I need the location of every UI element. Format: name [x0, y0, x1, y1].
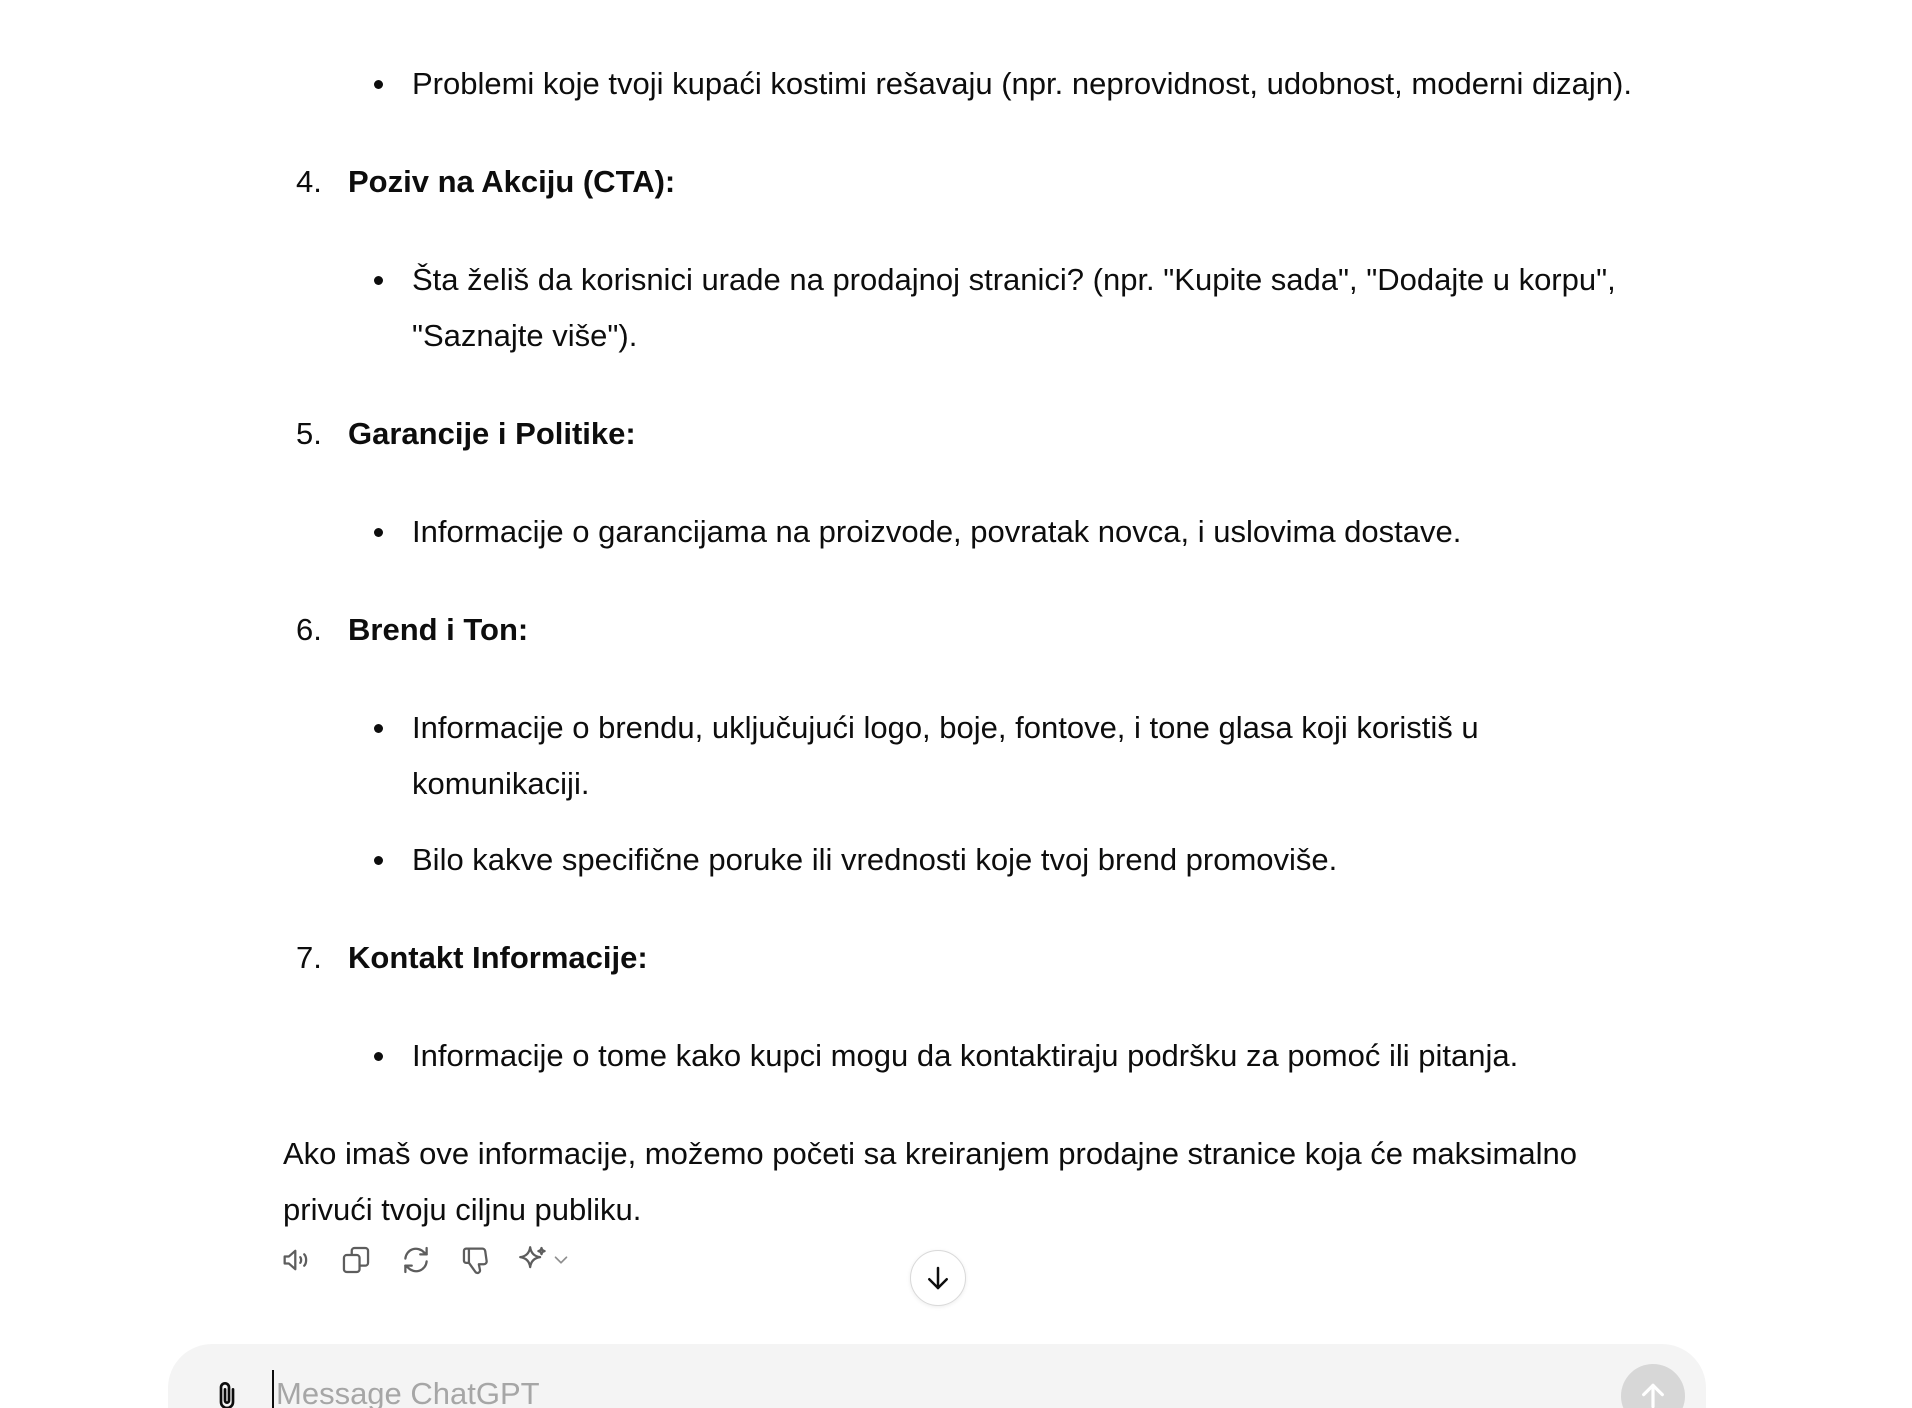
regenerate-button[interactable] [396, 1240, 436, 1280]
thumbs-down-button[interactable] [456, 1240, 496, 1280]
thumbs-down-icon [459, 1243, 493, 1277]
section-heading [296, 602, 528, 658]
sparkle-icon [516, 1243, 550, 1277]
list-item: Bilo kakve specifične poruke ili vrednosti koje tvoj brend promoviše. [412, 832, 1712, 888]
section-number: 5. [296, 416, 322, 451]
read-aloud-button[interactable] [276, 1240, 316, 1280]
list-item: Problemi koje tvoji kupaći kostimi rešavaju (npr. neprovidnost, udobnost, moderni dizajn). [412, 56, 1712, 112]
list-item: Informacije o tome kako kupci mogu da kontaktiraju podršku za pomoć ili pitanja. [412, 1028, 1712, 1084]
arrow-down-icon [923, 1263, 953, 1293]
model-switcher-button[interactable] [516, 1240, 580, 1280]
section-title: Brend i Ton: [348, 612, 529, 647]
section-heading [296, 406, 636, 462]
section-heading [296, 154, 675, 210]
section-heading [296, 930, 648, 986]
section-title: Garancije i Politike: [348, 416, 636, 451]
regenerate-icon [399, 1243, 433, 1277]
section-title: Poziv na Akciju (CTA): [348, 164, 676, 199]
paperclip-icon [211, 1377, 243, 1408]
message-input[interactable] [272, 1370, 1478, 1408]
read-aloud-icon [279, 1243, 313, 1277]
list-item: Informacije o garancijama na proizvode, povratak novca, i uslovima dostave. [412, 504, 1712, 560]
copy-button[interactable] [336, 1240, 376, 1280]
send-button[interactable] [1621, 1364, 1685, 1408]
list-item: Informacije o brendu, uključujući logo, boje, fontove, i tone glasa koji koristiš u komunikaciji. [412, 700, 1632, 812]
list-item: Šta želiš da korisnici urade na prodajnoj stranici? (npr. "Kupite sada", "Dodajte u korpu", "Saznajte više"). [412, 252, 1712, 364]
attach-button[interactable] [208, 1374, 246, 1408]
message-actions [276, 1240, 600, 1280]
copy-icon [339, 1243, 373, 1277]
section-title: Kontakt Informacije: [348, 940, 648, 975]
message-composer [168, 1344, 1706, 1408]
section-number: 6. [296, 612, 322, 647]
scroll-to-bottom-button[interactable] [910, 1250, 966, 1306]
section-number: 7. [296, 940, 322, 975]
arrow-up-icon [1637, 1380, 1669, 1408]
chevron-down-icon [550, 1249, 572, 1271]
section-number: 4. [296, 164, 322, 199]
closing-paragraph: Ako imaš ove informacije, možemo početi sa kreiranjem prodajne stranice koja će maksimalno privući tvoju ciljnu publiku. [283, 1136, 1577, 1227]
